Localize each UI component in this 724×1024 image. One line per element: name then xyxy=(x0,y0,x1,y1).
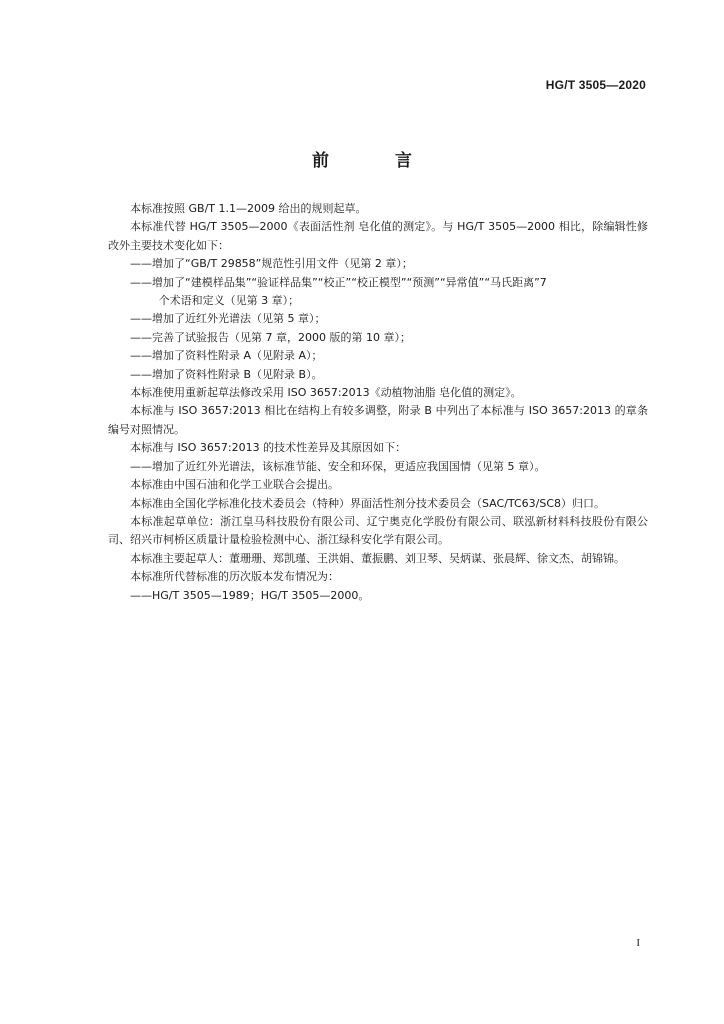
standard-code: HG/T 3505—2020 xyxy=(545,78,646,92)
paragraph-drafting-rule: 本标准按照 GB/T 1.1—2009 给出的规则起草。 xyxy=(130,202,367,215)
paragraph-committee: 本标准由全国化学标准化技术委员会（特种）界面活性剂分技术委员会（SAC/TC63/SC8）归口。 xyxy=(130,496,606,510)
list-item-change-2-cont: 个术语和定义（见第 3 章）； xyxy=(158,294,300,308)
paragraph-drafters: 本标准主要起草人：董珊珊、郑凯瑾、王洪娟、董振鹏、刘卫琴、吴炳谋、张晨辉、徐文杰、胡锦锦。 xyxy=(130,551,625,565)
list-item-change-2: ——增加了“建模样品集”“验证样品集”“校正”“校正模型”“预测”“异常值”“马氏距离”7 xyxy=(130,275,547,289)
page-title: 前 言 xyxy=(312,151,442,171)
paragraph-structure-difference: 本标准与 ISO 3657:2013 相比在结构上有较多调整，附录 B 中列出了本标准与 ISO 3657:2013 的章条编号对照情况。 xyxy=(108,404,648,436)
foreword-body xyxy=(108,200,648,605)
list-item-history-1: ——HG/T 3505—1989；HG/T 3505—2000。 xyxy=(130,588,370,602)
list-item-change-3: ——增加了近红外光谱法（见第 5 章）； xyxy=(130,312,326,326)
paragraph-iso-adoption: 本标准使用重新起草法修改采用 ISO 3657:2013《动植物油脂 皂化值的测定》。 xyxy=(130,386,522,400)
page-number: I xyxy=(636,937,640,949)
list-item-change-1: ——增加了“GB/T 29858”规范性引用文件（见第 2 章）； xyxy=(130,257,413,271)
list-item-difference-1: ——增加了近红外光谱法，该标准节能、安全和环保，更适应我国国情（见第 5 章）。 xyxy=(130,459,546,473)
paragraph-technical-difference: 本标准与 ISO 3657:2013 的技术性差异及其原因如下： xyxy=(130,441,407,455)
list-item-change-5: ——增加了资料性附录 A（见附录 A）； xyxy=(130,349,323,363)
list-item-change-6: ——增加了资料性附录 B（见附录 B）。 xyxy=(130,367,323,381)
paragraph-history: 本标准所代替标准的历次版本发布情况为： xyxy=(130,570,339,584)
paragraph-replacement: 本标准代替 HG/T 3505—2000《表面活性剂 皂化值的测定》。与 HG/T 3505—2000 相比，除编辑性修改外主要技术变化如下： xyxy=(108,220,648,252)
paragraph-drafting-units: 本标准起草单位：浙江皇马科技股份有限公司、辽宁奥克化学股份有限公司、联泓新材料科技股份有限公司、绍兴市柯桥区质量计量检验检测中心、浙江绿科安化学有限公司。 xyxy=(108,514,648,547)
paragraph-proposer: 本标准由中国石油和化学工业联合会提出。 xyxy=(130,478,339,492)
list-item-change-4: ——完善了试验报告（见第 7 章，2000 版的第 10 章）； xyxy=(130,330,411,344)
